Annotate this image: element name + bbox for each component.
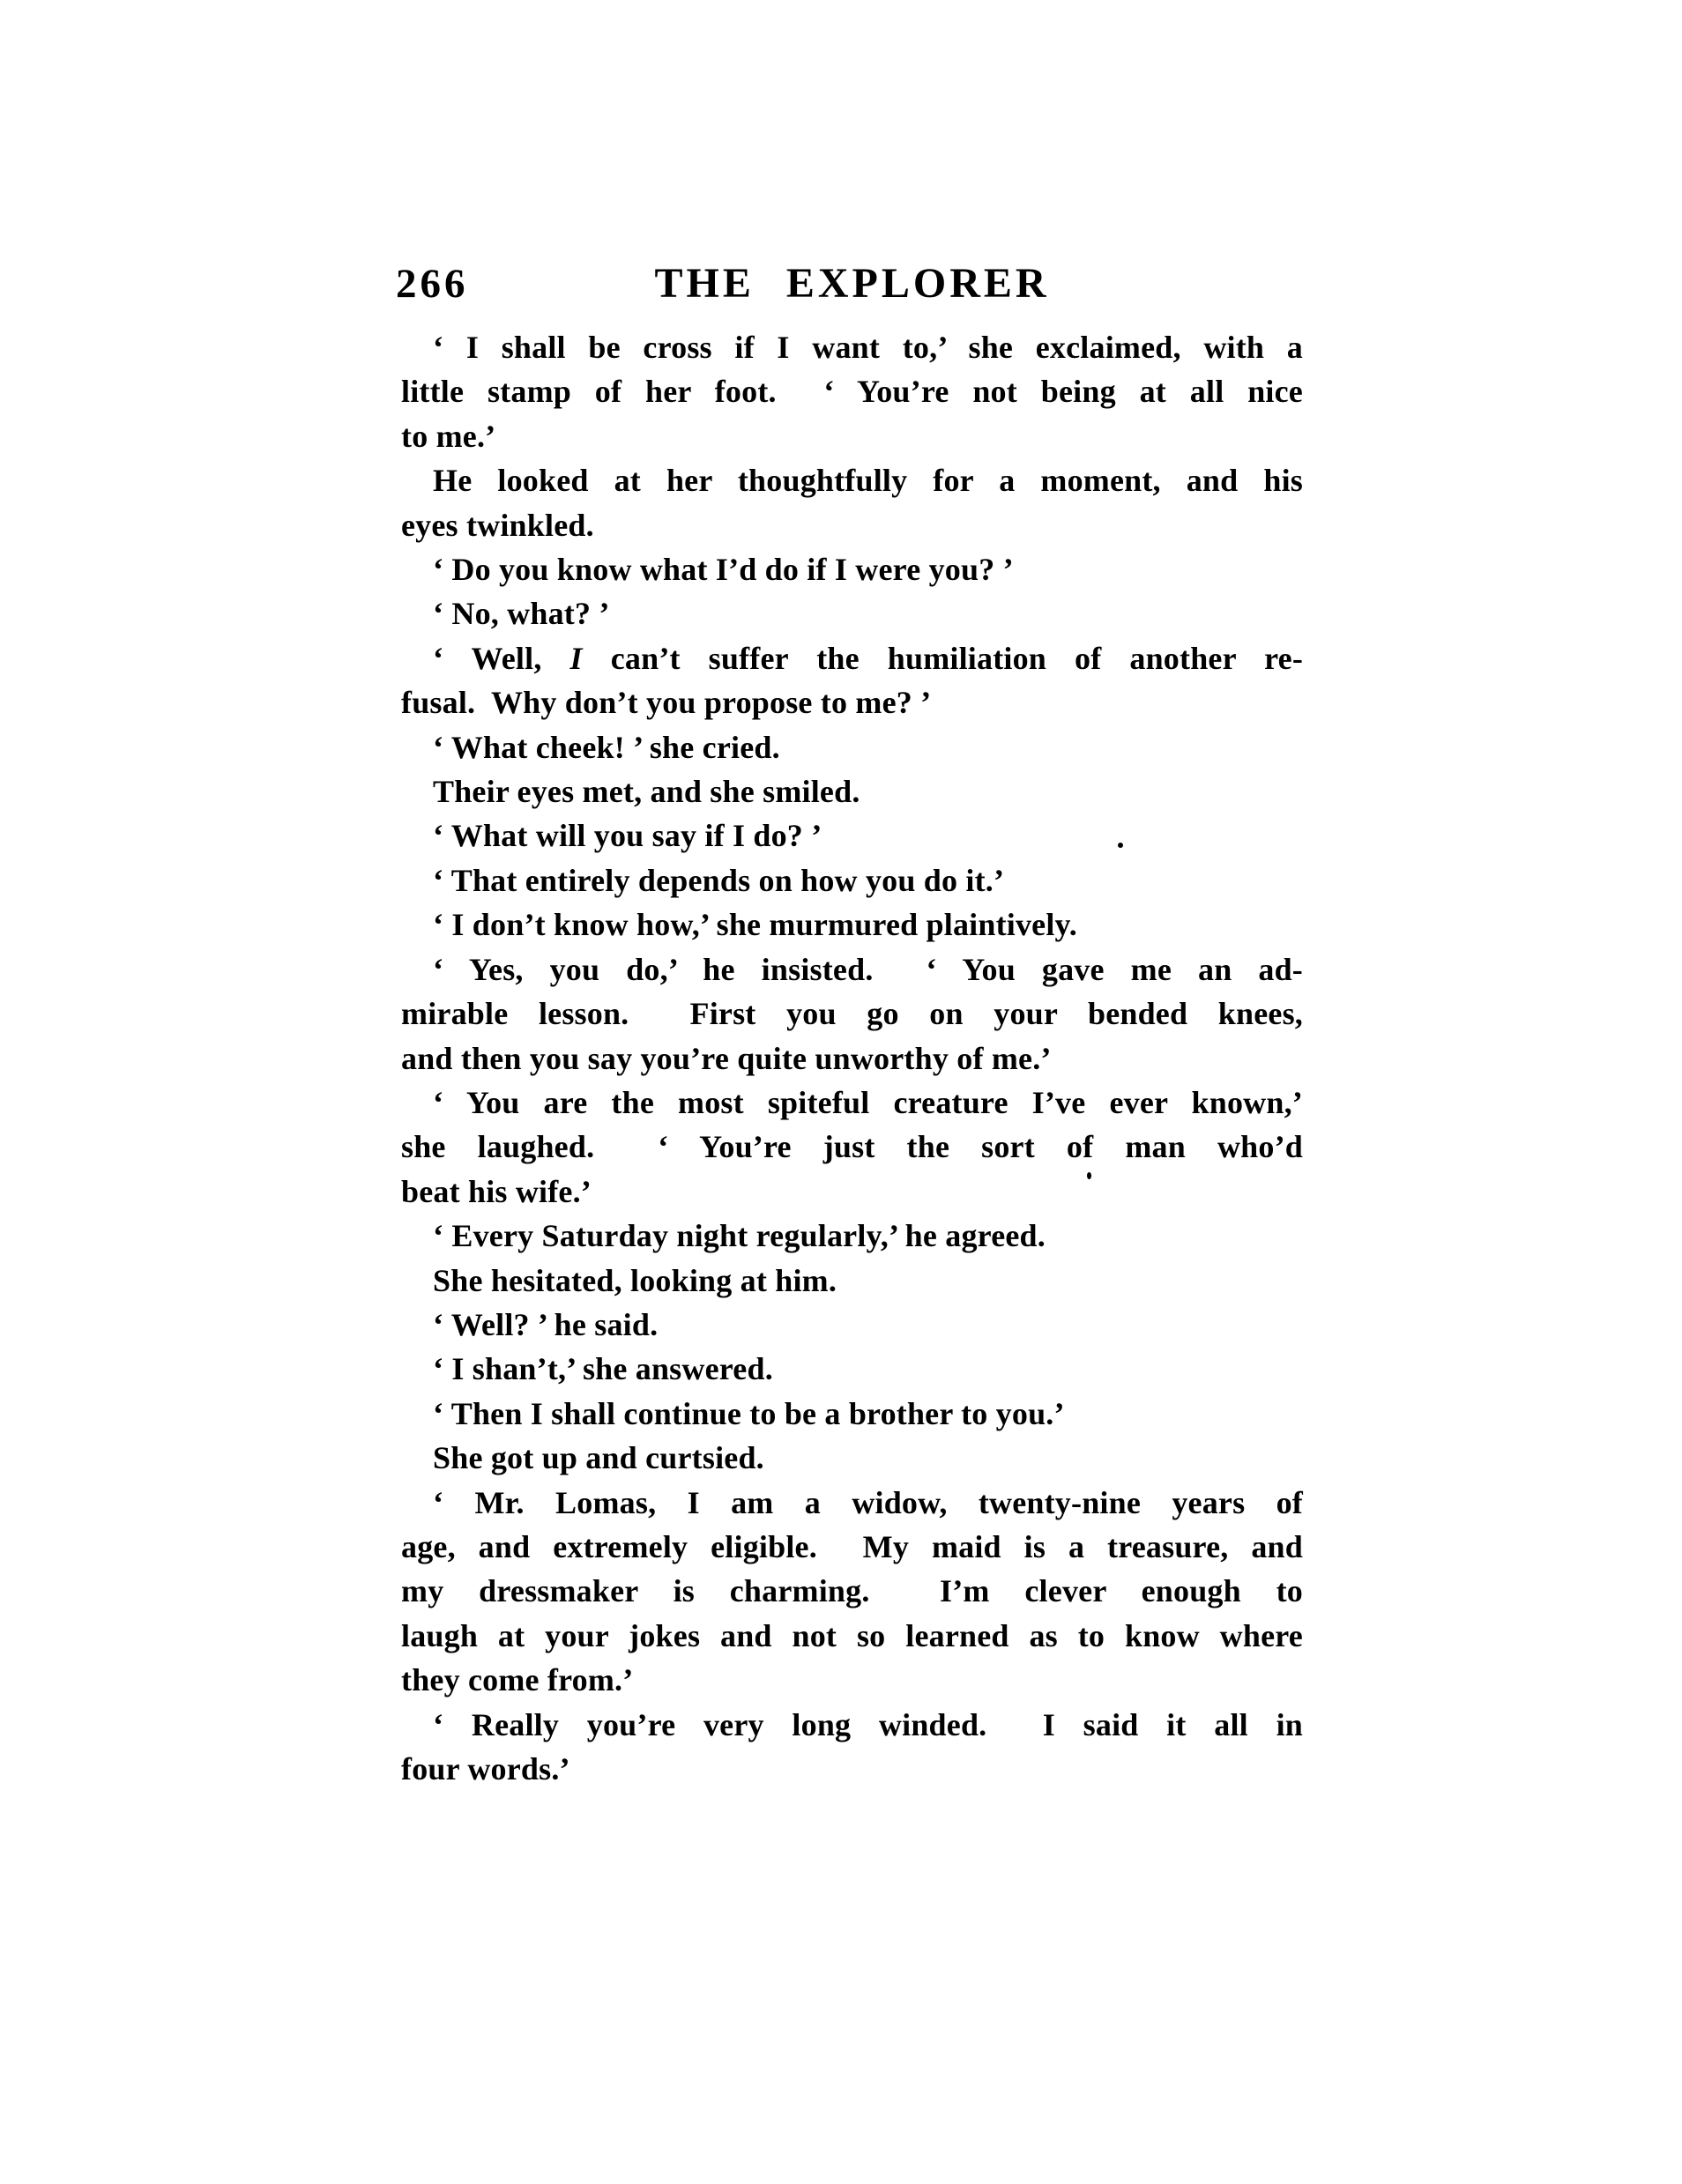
text-line: fusal. Why don’t you propose to me? ’ — [401, 685, 932, 721]
text-line: ‘ Mr. Lomas, I am a widow, twenty-nine years of — [433, 1484, 1303, 1520]
text-line: ‘ I don’t know how,’ she murmured plaintively. — [433, 907, 1077, 943]
text-line: ‘ Well, I can’t suffer the humiliation of another re- — [433, 640, 1304, 676]
text-line: ‘ What cheek! ’ she cried. — [433, 729, 780, 765]
text-line: ‘ Then I shall continue to be a brother to you.’ — [433, 1395, 1065, 1431]
text-line: eyes twinkled. — [401, 507, 594, 543]
text-line: beat his wife.’ — [401, 1173, 592, 1209]
text-line: ‘ You are the most spiteful creature I’ve ever known,’ — [433, 1084, 1303, 1120]
ink-speck — [1118, 843, 1123, 848]
text-line: ‘ I shan’t,’ she answered. — [433, 1351, 773, 1387]
text-line: she laughed. ‘ You’re just the sort of man who’d — [401, 1129, 1303, 1165]
page-header — [396, 260, 1303, 307]
text-line: He looked at her thoughtfully for a moment, and his — [433, 463, 1303, 499]
text-line: ‘ Yes, you do,’ he insisted. ‘ You gave me an ad- — [433, 951, 1303, 987]
text-line: ‘ Every Saturday night regularly,’ he agreed. — [433, 1218, 1046, 1254]
text-line: age, and extremely eligible. My maid is a treasure, and — [401, 1528, 1303, 1564]
text-line: ‘ What will you say if I do? ’ — [433, 818, 822, 854]
ink-speck — [1087, 1172, 1091, 1179]
text-line: ‘ I shall be cross if I want to,’ she exclaimed, with a — [433, 330, 1303, 365]
text-line: ‘ No, what? ’ — [433, 596, 610, 632]
text-line: little stamp of her foot. ‘ You’re not being at all nice — [401, 374, 1303, 410]
text-line: ‘ Well? ’ he said. — [433, 1306, 659, 1342]
text-line: She hesitated, looking at him. — [433, 1262, 837, 1298]
text-line: they come from.’ — [401, 1662, 634, 1698]
text-line: Their eyes met, and she smiled. — [433, 774, 860, 810]
page-text — [401, 325, 1303, 1791]
text-line: ‘ Do you know what I’d do if I were you? ’ — [433, 552, 1014, 588]
text-line: to me.’ — [401, 418, 496, 454]
text-line: and then you say you’re quite unworthy of me.’ — [401, 1040, 1052, 1076]
page-number: 266 — [396, 261, 469, 307]
page-title: THE EXPLORER — [654, 260, 1050, 307]
text-line: She got up and curtsied. — [433, 1440, 764, 1476]
text-line: four words.’ — [401, 1751, 570, 1787]
text-line: ‘ Really you’re very long winded. I said it all in — [433, 1706, 1303, 1742]
text-line: laugh at your jokes and not so learned as to know where — [401, 1617, 1303, 1653]
text-line: ‘ That entirely depends on how you do it.’ — [433, 862, 1005, 898]
text-line: my dressmaker is charming. I’m clever enough to — [401, 1573, 1303, 1609]
text-line: mirable lesson. First you go on your bended knees, — [401, 996, 1303, 1032]
